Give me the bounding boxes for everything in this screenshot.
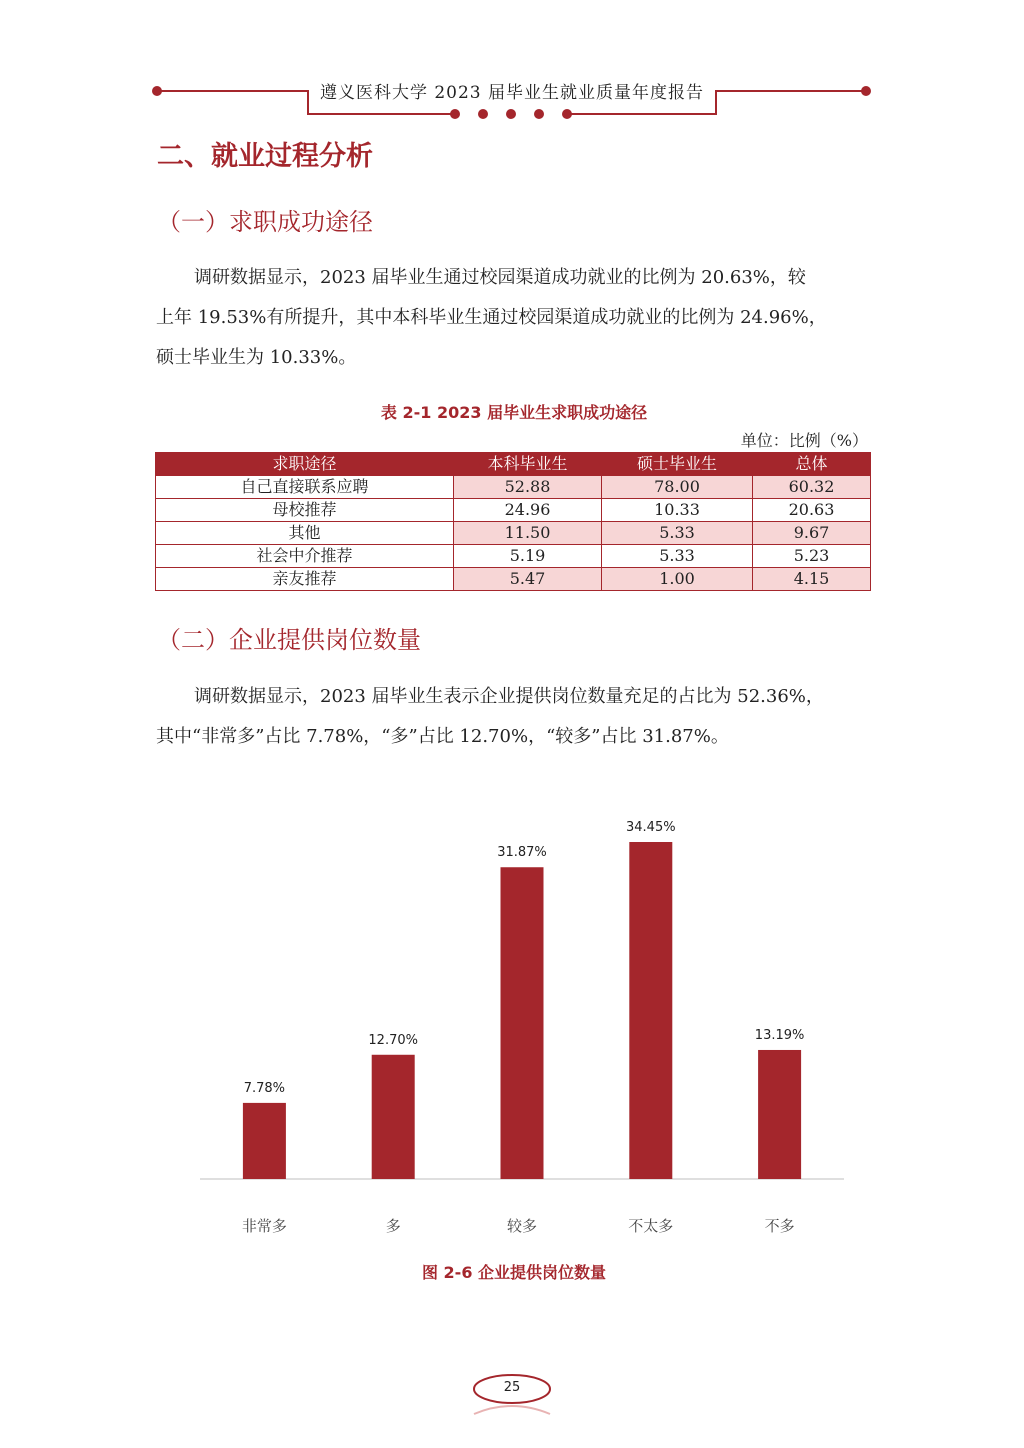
table-cell: 5.47: [454, 568, 602, 591]
bar-3: [629, 842, 672, 1179]
table-cell: 20.63: [753, 499, 871, 522]
table-cell: 亲友推荐: [156, 568, 454, 591]
figure-caption: 图 2-6 企业提供岗位数量: [421, 1263, 607, 1282]
bar-value-label: 7.78%: [243, 1080, 286, 1096]
job-channels-table: [155, 452, 871, 591]
paragraph-job-positions: [156, 677, 872, 757]
table-cell: 社会中介推荐: [156, 545, 454, 568]
table-cell: 自己直接联系应聘: [156, 476, 454, 499]
table-cell: 24.96: [454, 499, 602, 522]
table-cell: 5.19: [454, 545, 602, 568]
table-cell: 11.50: [454, 522, 602, 545]
bar-value-label: 13.19%: [754, 1027, 805, 1043]
bar-value-label: 31.87%: [497, 845, 547, 861]
x-tick-label: 不太多: [628, 1217, 674, 1235]
report-header-title: 遵义医科大学 2023 届毕业生就业质量年度报告: [319, 83, 705, 103]
bar-2: [501, 867, 544, 1179]
table-row: [156, 568, 871, 591]
table-row: [156, 499, 871, 522]
table-header-cell: 硕士毕业生: [602, 453, 753, 476]
table-row: [156, 545, 871, 568]
table-header-cell: 本科毕业生: [454, 453, 602, 476]
table-cell: 1.00: [602, 568, 753, 591]
subsection-title-job-positions: （二）企业提供岗位数量: [157, 626, 421, 654]
paragraph-job-channels: [156, 258, 872, 378]
job-positions-bar-chart: [156, 790, 868, 1250]
table-cell: 52.88: [454, 476, 602, 499]
table-cell: 4.15: [753, 568, 871, 591]
paragraph-line: 硕士毕业生为 10.33%。: [156, 347, 357, 368]
table-cell: 5.23: [753, 545, 871, 568]
table-row: [156, 522, 871, 545]
x-tick-label: 非常多: [241, 1217, 287, 1235]
table-row: [156, 476, 871, 499]
table-header-cell: 求职途径: [156, 453, 454, 476]
x-tick-label: 多: [385, 1217, 401, 1235]
table-cell: 60.32: [753, 476, 871, 499]
section-title: 二、就业过程分析: [157, 141, 373, 172]
bar-4: [758, 1050, 801, 1179]
table-cell: 9.67: [753, 522, 871, 545]
x-tick-label: 较多: [506, 1217, 538, 1235]
table-unit: 单位：比例（%）: [740, 431, 868, 450]
table-cell: 5.33: [602, 545, 753, 568]
bar-0: [243, 1103, 286, 1179]
table-cell: 母校推荐: [156, 499, 454, 522]
table-header-cell: 总体: [753, 453, 871, 476]
paragraph-line: 调研数据显示，2023 届毕业生表示企业提供岗位数量充足的占比为 52.36%，: [194, 686, 824, 707]
paragraph-line: 其中“非常多”占比 7.78%，“多”占比 12.70%，“较多”占比 31.87%。: [156, 726, 729, 747]
page-number: 25: [503, 1380, 521, 1395]
table-cell: 其他: [156, 522, 454, 545]
paragraph-line: 上年 19.53%有所提升，其中本科毕业生通过校园渠道成功就业的比例为 24.96%，: [156, 307, 827, 328]
bar-value-label: 34.45%: [626, 820, 676, 835]
subsection-title-job-channels: （一）求职成功途径: [157, 208, 373, 236]
bar-1: [372, 1055, 415, 1179]
header-decoration: [0, 0, 1024, 130]
table-caption: 表 2-1 2023 届毕业生求职成功途径: [380, 403, 648, 422]
table-cell: 5.33: [602, 522, 753, 545]
table-cell: 78.00: [602, 476, 753, 499]
paragraph-line: 调研数据显示，2023 届毕业生通过校园渠道成功就业的比例为 20.63%，较: [194, 267, 806, 288]
table-cell: 10.33: [602, 499, 753, 522]
bar-value-label: 12.70%: [368, 1032, 418, 1048]
x-tick-label: 不多: [764, 1217, 795, 1235]
